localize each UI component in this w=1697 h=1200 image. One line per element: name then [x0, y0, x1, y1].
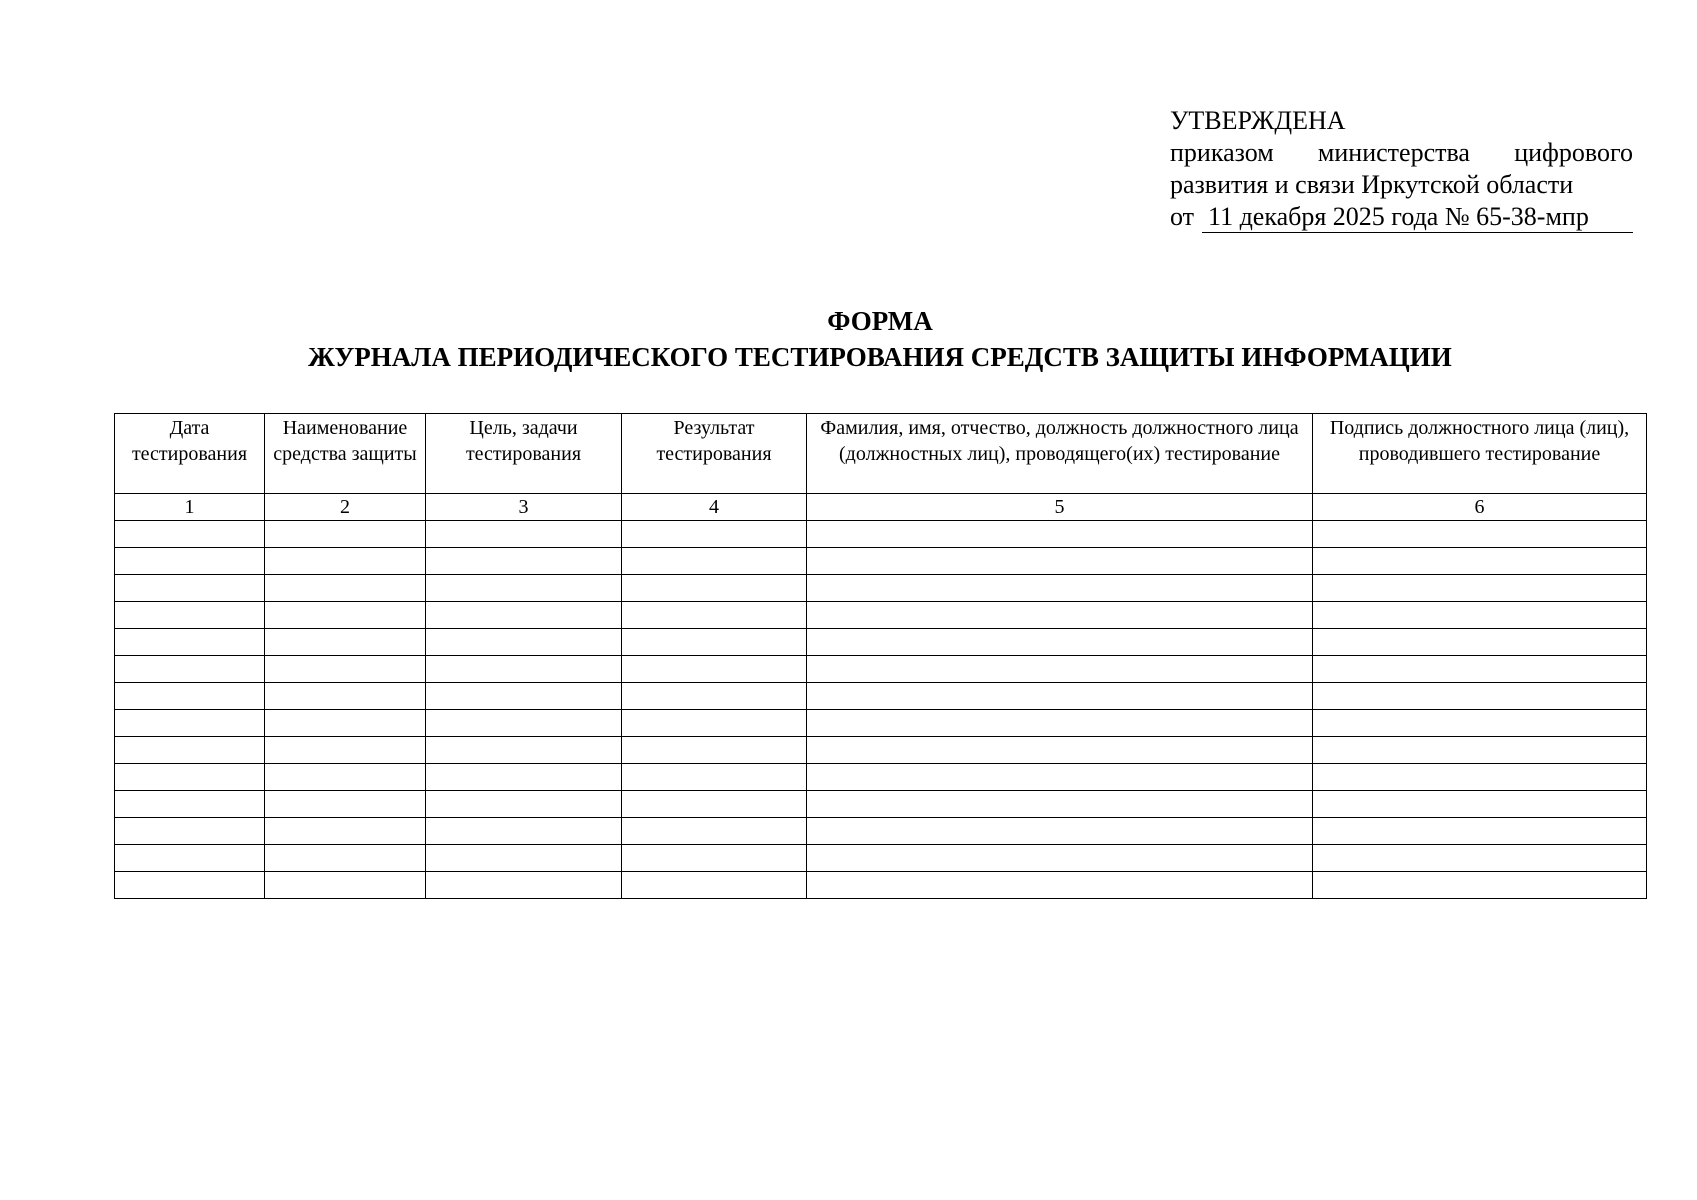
table-cell — [807, 872, 1313, 899]
column-header-purpose: Цель, задачи тестирования — [426, 414, 622, 494]
table-cell — [1313, 548, 1647, 575]
table-row — [115, 845, 1647, 872]
approval-heading: УТВЕРЖДЕНА — [1170, 106, 1346, 135]
table-cell — [115, 548, 265, 575]
approval-date-line — [1170, 201, 1633, 233]
table-cell — [115, 710, 265, 737]
table-cell — [265, 575, 426, 602]
table-cell — [426, 602, 622, 629]
table-cell — [622, 548, 807, 575]
table-row — [115, 791, 1647, 818]
table-cell — [426, 548, 622, 575]
table-header-row — [115, 414, 1647, 494]
column-header-date: Дата тестирования — [115, 414, 265, 494]
table-cell — [426, 764, 622, 791]
table-cell — [807, 764, 1313, 791]
table-cell — [807, 602, 1313, 629]
document-title — [0, 303, 1697, 375]
table-cell — [807, 521, 1313, 548]
table-row — [115, 710, 1647, 737]
approval-line-2: развития и связи Иркутской области — [1170, 170, 1574, 199]
table-cell — [265, 629, 426, 656]
table-cell — [115, 656, 265, 683]
table-cell — [426, 629, 622, 656]
table-cell — [115, 521, 265, 548]
table-cell — [115, 629, 265, 656]
table-cell — [265, 656, 426, 683]
table-cell — [807, 710, 1313, 737]
table-cell — [1313, 818, 1647, 845]
table-cell — [265, 521, 426, 548]
table-cell — [265, 602, 426, 629]
column-header-tool-name: Наименование средства защиты — [265, 414, 426, 494]
table-cell — [426, 710, 622, 737]
table-cell — [115, 845, 265, 872]
table-cell — [622, 737, 807, 764]
table-cell — [426, 683, 622, 710]
table-cell — [807, 629, 1313, 656]
table-cell — [1313, 575, 1647, 602]
table-cell — [265, 791, 426, 818]
column-number-2: 2 — [265, 494, 426, 521]
table-cell — [426, 656, 622, 683]
table-cell — [426, 818, 622, 845]
column-number-5: 5 — [807, 494, 1313, 521]
table-cell — [622, 710, 807, 737]
table-cell — [622, 575, 807, 602]
table-cell — [807, 656, 1313, 683]
table-cell — [1313, 656, 1647, 683]
table-cell — [115, 683, 265, 710]
table-cell — [807, 548, 1313, 575]
table-cell — [1313, 872, 1647, 899]
table-row — [115, 656, 1647, 683]
table-row — [115, 602, 1647, 629]
table-row — [115, 683, 1647, 710]
table-row — [115, 764, 1647, 791]
table-row — [115, 629, 1647, 656]
table-row — [115, 575, 1647, 602]
column-number-6: 6 — [1313, 494, 1647, 521]
table-cell — [622, 656, 807, 683]
table-cell — [622, 872, 807, 899]
table-cell — [426, 737, 622, 764]
column-header-result: Результат тестирования — [622, 414, 807, 494]
table-cell — [1313, 521, 1647, 548]
table-cell — [1313, 791, 1647, 818]
table-cell — [265, 683, 426, 710]
column-number-1: 1 — [115, 494, 265, 521]
table-cell — [1313, 764, 1647, 791]
table-cell — [1313, 710, 1647, 737]
table-cell — [807, 737, 1313, 764]
table-cell — [426, 791, 622, 818]
table-cell — [115, 575, 265, 602]
table-cell — [1313, 629, 1647, 656]
table-cell — [115, 872, 265, 899]
table-cell — [622, 602, 807, 629]
table-cell — [426, 521, 622, 548]
table-cell — [807, 818, 1313, 845]
table-body — [115, 521, 1647, 899]
approval-date-value: 11 декабря 2025 года № 65-38-мпр — [1202, 202, 1633, 233]
table-row — [115, 818, 1647, 845]
table-cell — [115, 602, 265, 629]
table-cell — [265, 764, 426, 791]
table-cell — [622, 764, 807, 791]
table-row — [115, 872, 1647, 899]
table-cell — [622, 791, 807, 818]
table-cell — [1313, 737, 1647, 764]
table-cell — [265, 737, 426, 764]
approval-block — [1170, 105, 1633, 233]
table-cell — [426, 845, 622, 872]
table-cell — [265, 710, 426, 737]
table-cell — [115, 791, 265, 818]
journal-table — [114, 413, 1647, 899]
table-cell — [1313, 683, 1647, 710]
table-cell — [622, 629, 807, 656]
table-cell — [622, 521, 807, 548]
table-cell — [807, 791, 1313, 818]
table-cell — [265, 818, 426, 845]
approval-line-1: приказом министерства цифрового — [1170, 138, 1633, 167]
table-cell — [265, 872, 426, 899]
table-cell — [426, 575, 622, 602]
table-row — [115, 548, 1647, 575]
column-header-official: Фамилия, имя, отчество, должность должностного лица (должностных лиц), проводящего(их) тестирование — [807, 414, 1313, 494]
table-cell — [807, 683, 1313, 710]
table-row — [115, 737, 1647, 764]
table-cell — [1313, 845, 1647, 872]
table-cell — [622, 818, 807, 845]
table-cell — [115, 737, 265, 764]
table-cell — [265, 845, 426, 872]
table-cell — [622, 683, 807, 710]
approval-date-prefix: от — [1170, 202, 1195, 231]
column-number-4: 4 — [622, 494, 807, 521]
column-header-signature: Подпись должностного лица (лиц), проводившего тестирование — [1313, 414, 1647, 494]
column-number-3: 3 — [426, 494, 622, 521]
table-number-row — [115, 494, 1647, 521]
table-cell — [265, 548, 426, 575]
table-row — [115, 521, 1647, 548]
table-cell — [115, 764, 265, 791]
title-line-1: ФОРМА — [827, 306, 933, 336]
table-cell — [622, 845, 807, 872]
table-cell — [807, 575, 1313, 602]
table-cell — [1313, 602, 1647, 629]
table-cell — [115, 818, 265, 845]
table-cell — [426, 872, 622, 899]
table-cell — [807, 845, 1313, 872]
title-line-2: ЖУРНАЛА ПЕРИОДИЧЕСКОГО ТЕСТИРОВАНИЯ СРЕДСТВ ЗАЩИТЫ ИНФОРМАЦИИ — [308, 342, 1452, 372]
